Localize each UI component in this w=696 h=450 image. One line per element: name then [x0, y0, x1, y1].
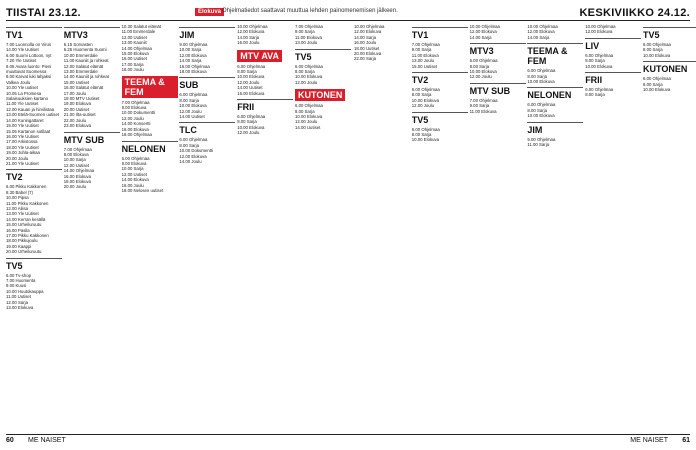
schedule-column [527, 24, 583, 434]
channel-heading: TV2 [412, 72, 468, 85]
program-listing: 7.00 Ohjelmaa [121, 99, 150, 105]
program-listing: 8.00 Sarja [237, 119, 257, 125]
program-listing: 19.00 Elokuva [63, 101, 92, 107]
program-listing: 12.00 Joulu [469, 74, 492, 80]
schedule-column [122, 24, 178, 434]
program-listing: 10.00 Elokuva [179, 103, 207, 109]
program-listing: 8.00 Elokuva [121, 105, 147, 111]
program-listing: 9.00 Sarja [295, 29, 315, 35]
program-listing: 18.00 MTV Uutiset [63, 96, 100, 102]
channel-heading: MTV AVA [237, 50, 282, 62]
program-listing: 18.00 Yle Uutiset [6, 144, 39, 150]
program-listing: 13.00 Joulu [295, 40, 318, 46]
program-listing: 10.00 Ohjelmaa [469, 24, 500, 29]
day-title-right: KESKIVIIKKO 24.12. [579, 7, 690, 19]
program-listing: 6.00 Pikku Kakkonen [6, 184, 47, 190]
program-listing: 14.00 Kauniit ja rohkeat [63, 74, 109, 80]
channel-heading: MTV3 [64, 27, 120, 40]
program-listing: 6.00 Ohjelmaa [121, 155, 150, 161]
schedule-column [64, 24, 120, 434]
program-listing: 10.00 Sarja [121, 166, 144, 172]
program-listing: 10.00 Ohjelmaa [237, 24, 268, 29]
program-listing: 18.00 Elokuva [179, 69, 207, 75]
channel-heading: FRII [585, 72, 641, 85]
program-listing: 12.00 Salatut elämät [63, 63, 104, 69]
program-listing: 12.00 Elokuva [469, 29, 497, 35]
program-listing: 22.00 Joulu [63, 117, 87, 123]
program-listing: 6.25 Huomenta Suomi [63, 47, 107, 53]
program-listing: 11.00 Sarja [527, 142, 550, 148]
program-listing: 10.00 Ohjelmaa [585, 24, 616, 29]
schedule-column [295, 24, 351, 434]
program-listing: 8.00 Sarja [411, 132, 432, 138]
program-listing: 7.00 Huomenta [6, 278, 36, 284]
program-listing: 9.00 Kuusi [6, 283, 27, 289]
channel-heading: MTV SUB [470, 83, 526, 96]
program-listing: 17.00 Joulu [63, 90, 87, 96]
program-listing: 20.00 Joulu [6, 155, 29, 161]
program-listing: 7.00 Ohjelmaa [469, 97, 498, 103]
program-listing: 8.00 Sarja [585, 92, 605, 98]
program-listing: 14.00 Ohjelmaa [63, 168, 95, 174]
channel-heading: KUTONEN [295, 89, 345, 101]
program-listing: 6.00 Ohjelmaa [295, 103, 323, 109]
program-listing: 10.00 Elokuva [295, 114, 323, 120]
program-listing: 9.00 Karvat luki lahjaksi [6, 74, 52, 80]
channel-heading: SUB [179, 77, 235, 90]
program-listing: 10.00 Huutokauppa [6, 288, 44, 294]
channel-heading: TV1 [6, 27, 62, 40]
program-listing: 21.00 Yle Uutiset [6, 160, 39, 166]
program-listing: 6.00 Ohjelmaa [179, 92, 208, 98]
program-listing: 14.00 Uutiset [237, 85, 263, 91]
page-footer [0, 434, 696, 446]
program-listing: 16.00 Elokuva [237, 90, 265, 96]
program-listing: 12.00 Uutiset [121, 34, 147, 40]
program-listing: 10.00 Sarja [63, 157, 86, 163]
program-listing: 17.00 Pikku Kakkonen [6, 233, 49, 238]
schedule-column [179, 24, 235, 434]
program-listing: 14.00 Sarja [469, 34, 492, 40]
program-listing: 10.30 Salatut elämät [121, 24, 162, 29]
program-listing: 10.00 Sarja [179, 47, 202, 53]
program-listing: 10.00 Emmerdale [63, 52, 98, 58]
schedule-column [6, 24, 62, 434]
program-listing: 14.00 Konsertti [121, 121, 151, 127]
program-listing: 11.00 Yle Uutiset [6, 101, 39, 107]
program-listing: 8.00 Sarja [179, 97, 199, 103]
program-listing: 6.00 Ohjelmaa [585, 52, 614, 58]
program-listing: 14.00 Kerran kesällä [6, 216, 46, 222]
page-header [0, 4, 696, 20]
schedule-column [354, 24, 410, 434]
program-listing: 6.00 Ohjelmaa [295, 63, 323, 69]
channel-heading: MTV SUB [64, 132, 120, 145]
program-listing: 6.00 Suomi Lottoon, nyt [6, 52, 52, 58]
program-listing: 10.00 Elokuva [295, 74, 323, 80]
program-listing: 12.00 Joulu [295, 119, 318, 125]
program-listing: 12.00 Elokuva [585, 29, 613, 35]
channel-heading: TV5 [6, 258, 62, 271]
program-listing: 14.00 Sarja [354, 34, 376, 40]
program-listing: 11.00 Pikku Kakkonen [6, 200, 49, 206]
program-listing: 10.00 Elokuva [411, 137, 440, 143]
program-listing: 14.00 Uutiset [295, 124, 321, 130]
channel-heading: NELONEN [122, 141, 178, 154]
program-listing: 12.00 Elokuva [237, 29, 265, 35]
program-listing: 10.00 Elokuva [237, 124, 265, 130]
magazine-name-right: ME NAISET [630, 437, 668, 444]
program-listing: 9.00 Ohjelmaa [179, 42, 208, 47]
program-listing: 14.00 Sarja [179, 58, 202, 64]
program-listing: 15.00 Elokuva [121, 51, 149, 57]
program-listing: 18.00 Ohjelmaa [121, 132, 152, 138]
program-listing: 10.00 Yle uutiset [6, 85, 38, 91]
program-listing: 10.00 Pipsa [6, 195, 29, 201]
program-listing: 12.00 Sarja [6, 299, 28, 305]
footer-rule [6, 434, 690, 435]
program-listing: 6.15 Sorvasten [63, 42, 93, 47]
program-listing: 12.00 Uutiset [121, 171, 147, 177]
program-listing: 17.00 Sarja [121, 61, 144, 67]
program-listing: 6.00 Ohjelmaa [179, 137, 208, 143]
program-listing: 6.00 Ohjelmaa [469, 58, 498, 64]
program-listing: 6.00 Ohjelmaa [527, 102, 556, 108]
channel-heading: TV5 [295, 49, 351, 62]
program-listing: 10.00 Elokuva [585, 63, 613, 69]
program-listing: 8.00 Sarja [295, 69, 315, 75]
program-listing: 6.00 Tv-shop [6, 272, 32, 278]
program-listing: 16.00 Elokuva [121, 126, 149, 132]
program-listing: 8.00 Elokuva [63, 151, 89, 157]
program-listing: 7.00 Ohjelmaa [411, 42, 440, 47]
program-listing: 12.00 Joulu [295, 79, 318, 85]
program-listing: 16.00 Joulu [354, 40, 377, 46]
channel-heading: JIM [179, 27, 235, 40]
program-listing: 13.00 Joulu [411, 58, 435, 64]
program-listing: 13.00 Etelä-Suomen uutiset [6, 112, 60, 118]
channel-heading: TV5 [412, 112, 468, 125]
program-listing: 15.05 Kartanon sotilaat [6, 128, 51, 134]
schedule-notice: Ohjelmatiedot saattavat muuttua lehden painomenemisen jälkeen. [222, 8, 398, 14]
program-listing: 7.20 Yle Uutiset [6, 58, 37, 64]
program-listing: 9.00 Ohjelmaa [527, 136, 556, 142]
program-listing: 15.00 Urheiluruutu [6, 222, 42, 228]
program-listing: 8.00 Sarja [643, 81, 663, 87]
program-listing: 19.00 Juhla-aikaa [6, 150, 40, 156]
program-listing: 12.00 Elokuva [527, 29, 555, 35]
film-tag: Elokuva [195, 8, 224, 16]
program-listing: 14.00 Uutiset [179, 114, 205, 120]
program-listing: 11.00 Elokuva [295, 34, 322, 40]
program-listing: 9.00 Sarja [469, 103, 490, 109]
program-listing: 14.00 Kuningattaret [6, 117, 44, 123]
program-listing: 8.00 Sarja [179, 142, 199, 148]
program-listing: 6.00 Ohjelmaa [411, 126, 440, 132]
program-listing: 13.00 Emmerdale [63, 69, 98, 75]
program-listing: 6.00 Ohjelmaa [237, 63, 266, 69]
program-listing: 20.00 Urheiluruutu [6, 249, 42, 255]
program-listing: 6.00 Ohjelmaa [643, 42, 671, 47]
channel-heading: TLC [179, 122, 235, 135]
program-listing: 6.00 Ohjelmaa [585, 87, 614, 93]
channel-heading: FRII [237, 99, 293, 112]
header-rule [6, 20, 690, 21]
program-listing: 10.00 Elokuva [237, 74, 265, 80]
program-listing: 6.00 Ohjelmaa [643, 76, 671, 82]
channel-heading: NELONEN [527, 87, 583, 100]
program-listing: 8.00 Sarja [527, 107, 547, 113]
program-listing: 16.00 Ohjelmaa [179, 63, 210, 69]
program-listing: 19.00 Kaappi [6, 243, 32, 249]
program-listing: 15.00 Uutiset [411, 63, 438, 69]
page-number-right: 61 [682, 437, 690, 444]
program-listing: 11.00 Emmerdale [121, 29, 156, 35]
program-listing: 11.00 Uutiset [6, 294, 32, 300]
program-listing: 8.30 Babel (7) [6, 189, 33, 195]
program-listing: muuttuvat Suomessa [6, 69, 47, 75]
program-listing: 13.00 Kauniit [121, 40, 147, 46]
channel-heading: MTV3 [470, 43, 526, 56]
channel-heading: TV5 [643, 27, 696, 40]
program-listing: 20.00 Elokuva [354, 51, 382, 57]
program-listing: 12.00 Aliisa [6, 205, 28, 211]
program-listing: Valkea Joulu [6, 79, 31, 85]
program-listing: 10.00 Dokumentti [179, 148, 214, 154]
program-listing: 9.00 Sarja [411, 47, 432, 53]
program-listing: 7.00 Ohjelmaa [63, 146, 92, 152]
program-listing: 10.00 Elokuva [527, 113, 555, 119]
program-listing: 8.00 Sarja [411, 92, 432, 98]
program-listing: 12.00 Kauan ja hirvilistaa [6, 106, 55, 112]
program-listing: 14.00 Sarja [527, 34, 550, 40]
program-listing: 7.00 Luonnolla on Virus [6, 42, 52, 47]
program-listing: 10.00 Elokuva [643, 87, 671, 93]
program-listing: 18.00 Uutiset [354, 45, 380, 51]
program-listing: 10.00 Elokuva [469, 69, 497, 75]
program-listing: 18.00 Nelosen uutiset [121, 187, 164, 193]
channel-heading: TV2 [6, 169, 62, 182]
program-listing: 7.00 Ohjelmaa [295, 24, 323, 29]
schedule-column [470, 24, 526, 434]
program-listing: 17.00 Arkistossa [6, 139, 38, 145]
program-listing: 8.00 Sarja [585, 58, 605, 64]
program-listing: 8.00 Elokuva [121, 160, 147, 166]
program-listing: 10.00 Ohjelmaa [527, 24, 558, 29]
program-listing: 22.00 Sarja [354, 56, 376, 62]
program-listing: 12.00 Elokuva [354, 29, 382, 35]
program-listing: 20.00 Joulu [63, 184, 87, 190]
schedule-column [585, 24, 641, 434]
program-listing: 16.00 Salatut elämät [63, 85, 104, 91]
program-listing: 8.00 Sarja [295, 108, 315, 114]
program-listing: 13.00 Elokuva [6, 305, 34, 311]
program-listing: 16.00 Pasila [6, 227, 30, 233]
channel-heading: TEEMA & FEM [122, 76, 178, 98]
program-listing: 14.00 Yle Uutiset [6, 47, 39, 53]
program-listing: 12.00 Elokuva [179, 52, 207, 58]
day-title-left: TIISTAI 23.12. [6, 7, 81, 19]
magazine-name-left: ME NAISET [28, 437, 66, 444]
program-listing: 16.00 Joulu [121, 182, 144, 188]
program-listing: 16.00 Joulu [237, 40, 260, 46]
program-listing: 23.00 Elokuva [63, 123, 92, 129]
program-listing: 14.00 Joulu [179, 159, 202, 165]
program-listing: 8.05 Avara luonto: Pieni [6, 63, 52, 69]
program-listing: Salaisuuksien kartano [6, 96, 49, 102]
program-listing: 11.00 Elokuva [469, 108, 497, 114]
program-listing: 13.00 Yle Uutiset [6, 211, 39, 217]
program-listing: 14.00 Elokuva [121, 177, 149, 183]
program-listing: 6.00 Ohjelmaa [237, 114, 266, 120]
program-listing: 8.00 Sarja [237, 69, 257, 75]
program-listing: 18.00 Pikkujoulu [6, 238, 38, 244]
program-listing: 15.00 Yle Uutiset [6, 123, 39, 129]
program-listing: 12.00 Joulu [411, 103, 435, 109]
program-listing: 21.00 Ilta-uutiset [63, 112, 96, 118]
program-listing: 12.00 Joulu [237, 130, 260, 136]
schedule-column [643, 24, 696, 434]
program-listing: 12.00 Joulu [179, 108, 202, 114]
program-listing: 12.00 Uutiset [63, 162, 90, 168]
program-listing: 8.00 Sarja [469, 63, 490, 69]
schedule-column [412, 24, 468, 434]
program-listing: 10.00 Elokuva [643, 52, 671, 58]
program-listing: 11.00 Elokuva [411, 52, 439, 58]
program-listing: 18.00 Joulu [121, 67, 144, 73]
program-listing: 6.00 Ohjelmaa [527, 68, 556, 74]
program-listing: 11.00 Kauniit ja rohkeat [63, 58, 109, 64]
program-listing: 14.00 Ohjelmaa [121, 45, 152, 51]
program-listing: 8.00 Sarja [643, 47, 663, 53]
program-listing: 16.00 Uutiset [121, 56, 147, 62]
program-listing: 10.00 Dokumentti [121, 110, 156, 116]
program-listing: 12.00 Joulu [237, 79, 260, 85]
program-listing: 10.00 Elokuva [527, 79, 555, 85]
program-listing: 12.00 Elokuva [179, 153, 207, 159]
channel-heading: TEEMA & FEM [527, 43, 583, 66]
program-listing: 10.00 Elokuva [411, 97, 440, 103]
channel-heading: LIV [585, 38, 641, 51]
program-listing: 15.00 Uutiset [63, 79, 90, 85]
program-listing: 12.00 Joulu [121, 115, 144, 121]
channel-heading: JIM [527, 122, 583, 135]
program-listing: 10.05 La Promesa [6, 90, 42, 96]
schedule-column [237, 24, 293, 434]
program-listing: 16.00 Elokuva [63, 173, 92, 179]
program-listing: 18.00 Elokuva [63, 178, 92, 184]
program-listing: 6.00 Ohjelmaa [411, 87, 440, 93]
program-listing: 20.00 Uutiset [63, 106, 90, 112]
program-listing: 16.00 Yle Uutiset [6, 133, 39, 139]
page-number-left: 60 [6, 437, 14, 444]
channel-heading: TV1 [412, 27, 468, 40]
program-listing: 14.00 Sarja [237, 34, 260, 40]
channel-heading: KUTONEN [643, 61, 696, 74]
program-listing: 8.00 Sarja [527, 73, 547, 79]
program-listing: 10.00 Ohjelmaa [354, 24, 385, 29]
